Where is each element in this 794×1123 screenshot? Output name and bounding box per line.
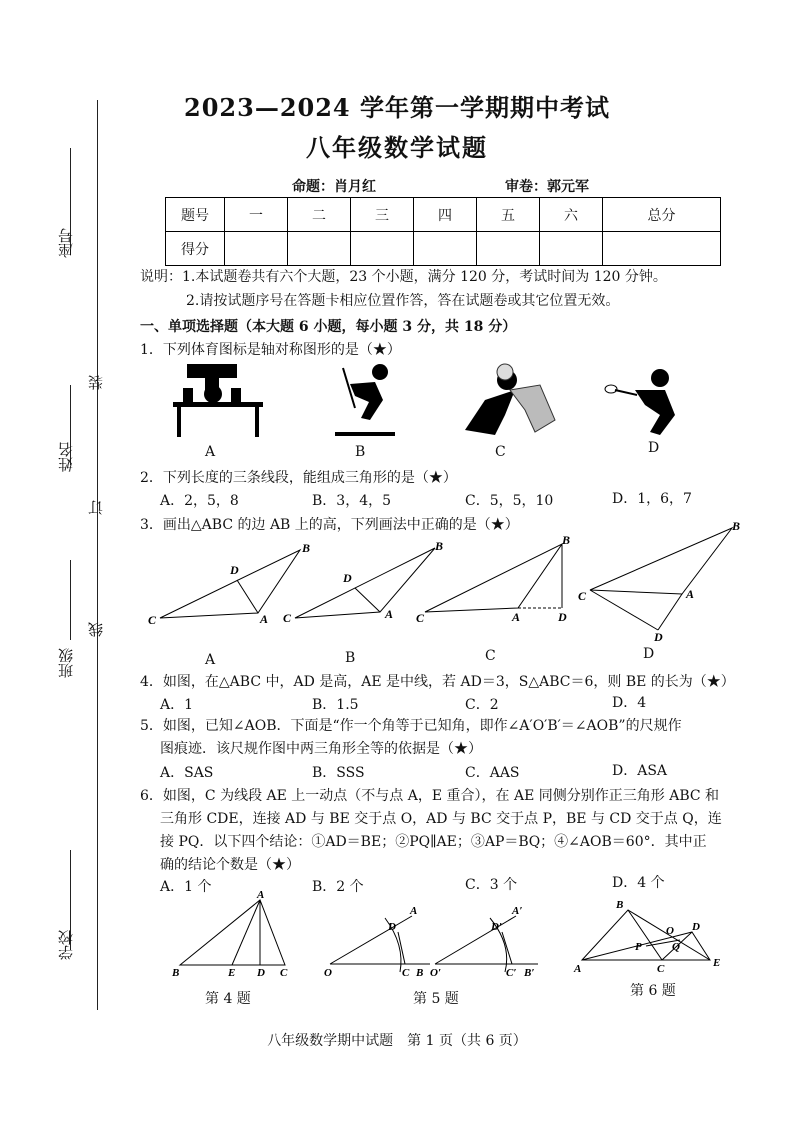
svg-text:O: O — [666, 925, 674, 937]
q2-option-a: A．2，5，8 — [160, 493, 239, 509]
figures-4-5-6 — [160, 890, 740, 985]
q4-option-b: B．1.5 — [312, 697, 359, 713]
q6-option-c: C．3 个 — [465, 877, 518, 893]
author: 命题：肖月红 — [292, 179, 376, 195]
q3-label-c: C — [485, 648, 496, 664]
q4-option-c: C．2 — [465, 697, 499, 713]
svg-text:B: B — [616, 899, 624, 911]
fig5-right — [430, 905, 538, 979]
q2-option-d: D．1，6，7 — [612, 491, 692, 507]
q3-label-b: B — [345, 650, 356, 666]
svg-text:A: A — [410, 905, 418, 917]
svg-text:Q: Q — [672, 941, 680, 953]
score-head-cell: 一 — [225, 198, 288, 232]
score-head-cell: 四 — [414, 198, 477, 232]
icon-a-gymnast — [173, 364, 263, 437]
q2-option-b: B．3，4，5 — [312, 493, 392, 509]
icon-c-wrestlers — [465, 364, 555, 435]
q2-text: 2．下列长度的三条线段，能组成三角形的是（★） — [140, 470, 457, 486]
svg-text:C: C — [657, 963, 665, 975]
seat-label: 座号 — [57, 228, 75, 258]
score-row-label: 得分 — [166, 232, 225, 266]
svg-text:A′: A′ — [512, 905, 523, 917]
exam-title: 2023—2024 学年第一学期期中考试 — [184, 93, 610, 122]
svg-text:A: A — [385, 607, 394, 621]
svg-text:C: C — [578, 589, 587, 603]
score-cell[interactable] — [477, 232, 540, 266]
svg-text:B: B — [416, 967, 424, 979]
fig6-caption: 第 6 题 — [630, 983, 676, 999]
svg-text:D: D — [230, 563, 239, 577]
svg-text:B: B — [732, 519, 741, 533]
reviewer: 审卷：郭元军 — [505, 179, 589, 195]
q5-option-d: D．ASA — [612, 763, 668, 779]
q6-text-line2: 三角形 CDE，连接 AD 与 BE 交于点 O，AD 与 BC 交于点 P，BE 与 CD 交于点 Q，连 — [160, 811, 722, 827]
score-head-cell: 三 — [351, 198, 414, 232]
svg-text:D: D — [257, 967, 265, 979]
svg-text:C: C — [283, 611, 292, 625]
svg-text:B: B — [172, 967, 180, 979]
score-cell[interactable] — [603, 232, 721, 266]
exam-subtitle: 八年级数学试题 — [306, 133, 488, 162]
svg-text:D: D — [388, 921, 396, 933]
score-cell[interactable] — [288, 232, 351, 266]
svg-text:A: A — [512, 610, 521, 624]
note-1: 说明：1.本试题卷共有六个大题，23 个小题，满分 120 分，考试时间为 120 分钟。 — [140, 269, 667, 285]
q1-label-d: D — [648, 440, 660, 456]
score-cell[interactable] — [540, 232, 603, 266]
q1-label-c: C — [495, 444, 506, 460]
svg-text:A: A — [686, 587, 695, 601]
q2-option-c: C．5，5，10 — [465, 493, 554, 509]
q6-text-line1: 6．如图，C 为线段 AE 上一动点（不与点 A，E 重合），在 AE 同侧分别作正三角形 ABC 和 — [140, 788, 720, 804]
score-head-cell: 二 — [288, 198, 351, 232]
svg-text:B: B — [435, 539, 444, 553]
q3-figures — [140, 518, 750, 643]
score-table — [165, 197, 721, 266]
zhuang-mark: 装 — [87, 375, 105, 390]
q4-option-d: D．4 — [612, 695, 647, 711]
q1-icons — [165, 360, 725, 440]
q1-label-b: B — [355, 444, 366, 460]
svg-text:C′: C′ — [506, 967, 517, 979]
svg-text:C: C — [416, 611, 425, 625]
svg-text:E: E — [228, 967, 236, 979]
section-1-heading: 一、单项选择题（本大题 6 小题，每小题 3 分，共 18 分） — [140, 319, 517, 335]
q6-option-d: D．4 个 — [612, 875, 665, 891]
q4-text: 4．如图，在△ABC 中，AD 是高，AE 是中线，若 AD＝3，S△ABC＝6，则 BE 的长为（★） — [140, 674, 735, 690]
score-cell[interactable] — [414, 232, 477, 266]
svg-text:C: C — [148, 613, 157, 627]
class-label: 班级 — [57, 648, 75, 678]
q3-label-a: A — [205, 652, 216, 668]
icon-d-badminton — [605, 369, 675, 435]
svg-text:A: A — [260, 612, 269, 626]
q5-text-line1: 5．如图，已知∠AOB．下面是“作一个角等于已知角，即作∠A′O′B′＝∠AOB”的尺规作 — [140, 718, 682, 734]
q6-option-a: A．1 个 — [160, 879, 212, 895]
svg-text:A: A — [574, 963, 582, 975]
fig4 — [171, 890, 288, 979]
fig5-caption: 第 5 题 — [413, 991, 459, 1007]
q3-fig-d — [578, 519, 740, 643]
fig4-caption: 第 4 题 — [205, 991, 251, 1007]
q1-label-a: A — [205, 444, 216, 460]
svg-text:C: C — [402, 967, 410, 979]
score-table-row — [166, 232, 721, 266]
svg-text:D: D — [654, 630, 663, 643]
svg-text:A: A — [257, 890, 265, 901]
score-cell[interactable] — [351, 232, 414, 266]
svg-text:D: D — [558, 610, 567, 624]
svg-text:B: B — [562, 533, 571, 547]
score-head-cell: 总分 — [603, 198, 721, 232]
score-cell[interactable] — [225, 232, 288, 266]
q3-label-d: D — [643, 646, 655, 662]
svg-text:O: O — [324, 967, 332, 979]
svg-text:E: E — [713, 957, 721, 969]
svg-text:P: P — [635, 941, 642, 953]
svg-text:O′: O′ — [430, 967, 442, 979]
score-head-cell: 题号 — [166, 198, 225, 232]
class-blank — [70, 560, 71, 640]
q1-text: 1．下列体育图标是轴对称图形的是（★） — [140, 342, 401, 358]
svg-text:D′: D′ — [491, 921, 503, 933]
ding-mark: 订 — [87, 500, 105, 515]
q5-option-b: B．SSS — [312, 765, 365, 781]
score-head-cell: 五 — [477, 198, 540, 232]
school-label: 学校 — [57, 930, 75, 960]
q5-text-line2: 图痕迹．该尺规作图中两三角形全等的依据是（★） — [160, 741, 482, 757]
q5-option-a: A．SAS — [160, 765, 214, 781]
score-table-head-row — [166, 198, 721, 232]
score-head-cell: 六 — [540, 198, 603, 232]
q4-option-a: A．1 — [160, 697, 194, 713]
q5-option-c: C．AAS — [465, 765, 520, 781]
fig6 — [573, 899, 720, 975]
icon-b-skier — [335, 364, 395, 436]
svg-text:D: D — [343, 571, 352, 585]
binding-line — [97, 100, 98, 1010]
name-label: 姓名 — [57, 442, 75, 472]
svg-text:D: D — [692, 921, 700, 933]
q6-text-line3: 接 PQ．以下四个结论：①AD＝BE；②PQ∥AE；③AP＝BQ；④∠AOB＝60°．其中正 — [160, 834, 707, 850]
note-2: 2.请按试题序号在答题卡相应位置作答，答在试题卷或其它位置无效。 — [186, 293, 620, 309]
svg-text:B: B — [302, 541, 311, 555]
q3-text: 3．画出△ABC 的边 AB 上的高，下列画法中正确的是（★） — [140, 517, 519, 533]
fig5-left — [324, 905, 430, 979]
q6-text-line4: 确的结论个数是（★） — [160, 857, 300, 873]
svg-text:C: C — [280, 967, 288, 979]
q6-option-b: B．2 个 — [312, 879, 364, 895]
xian-mark: 线 — [87, 622, 105, 637]
page-footer: 八年级数学期中试题 第 1 页（共 6 页） — [267, 1033, 527, 1049]
svg-text:B′: B′ — [524, 967, 535, 979]
